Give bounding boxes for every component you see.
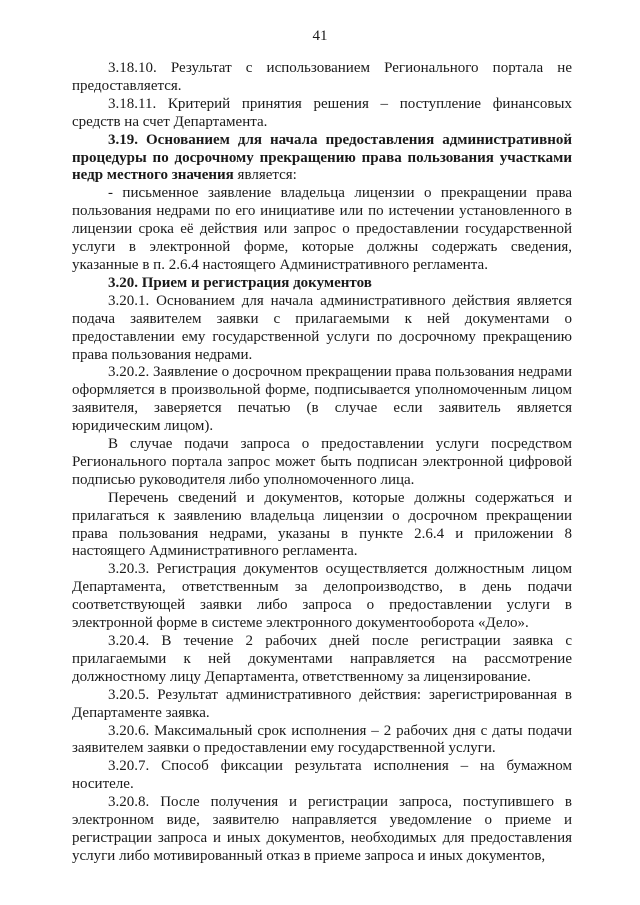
paragraph-3-20-3: 3.20.3. Регистрация документов осуществляется должностным лицом Департамента, ответственным за делопроизводство, в день подачи соответствующей заявки либо запроса о предоставлении услуги в электронной форме в системе электронного документооборота «Дело». [72,561,572,632]
document-body [72,60,572,866]
paragraph-3-19-item: - письменное заявление владельца лицензии о прекращении права пользования недрами по его инициативе или по истечении установленного в лицензии срока её действия или запрос о предоставлении государственной услуги в электронной форме, которые должны содержать сведения, указанные в п. 2.6.4 настоящего Административного регламента. [72,185,572,273]
section-3-20-heading [72,275,572,293]
section-3-19-bold-text: 3.19. Основанием для начала предоставления административной процедуры по досрочному прекращению права пользования участками недр местного значения [72,131,572,184]
paragraph-3-18-10: 3.18.10. Результат с использованием Регионального портала не предоставляется. [72,60,572,94]
paragraph-3-20-1: 3.20.1. Основанием для начала административного действия является подача заявителем заявки с прилагаемыми к ней документами о предоставлении ему государственной услуги по досрочному прекращению права пользования недрами. [72,292,572,363]
paragraph-3-20-4: 3.20.4. В течение 2 рабочих дней после регистрации заявка с прилагаемыми к ней документами направляется на рассмотрение должностному лицу Департамента, ответственному за лицензирование. [72,633,572,685]
paragraph-3-20-5: 3.20.5. Результат административного действия: зарегистрированная в Департаменте заявка. [72,686,572,721]
section-3-20-bold-text: 3.20. Прием и регистрация документов [108,274,372,291]
paragraph-regional-portal: В случае подачи запроса о предоставлении услуги посредством Регионального портала запрос может быть подписан электронной цифровой подписью руководителя либо уполномоченного лица. [72,436,572,488]
paragraph-3-20-7: 3.20.7. Способ фиксации результата исполнения – на бумажном носителе. [72,758,572,793]
page-number: 41 [312,28,328,44]
section-3-19-normal-text: является: [233,167,297,184]
paragraph-3-20-2: 3.20.2. Заявление о досрочном прекращении права пользования недрами оформляется в произвольной форме, подписывается уполномоченным лицом заявителя, заверяется печатью (в случае если заявитель является юридическим лицом). [72,364,572,435]
paragraph-documents-list: Перечень сведений и документов, которые должны содержаться и прилагаться к заявлению владельца лицензии о досрочном прекращении права пользования недрами, указаны в пункте 2.6.4 и приложении 8 настоящего Административного регламента. [72,489,572,560]
section-3-19-heading [72,132,572,186]
paragraph-3-20-6: 3.20.6. Максимальный срок исполнения – 2 рабочих дня с даты подачи заявителем заявки о предоставлении ему государственной услуги. [72,722,572,757]
paragraph-3-18-11: 3.18.11. Критерий принятия решения – поступление финансовых средств на счет Департамента. [72,95,572,130]
paragraph-3-20-8: 3.20.8. После получения и регистрации запроса, поступившего в электронном виде, заявителю направляется уведомление о приеме и регистрации запроса и иных документов, необходимых для предоставления услуги либо мотивированный отказ в приеме запроса и иных документов, [72,794,572,864]
